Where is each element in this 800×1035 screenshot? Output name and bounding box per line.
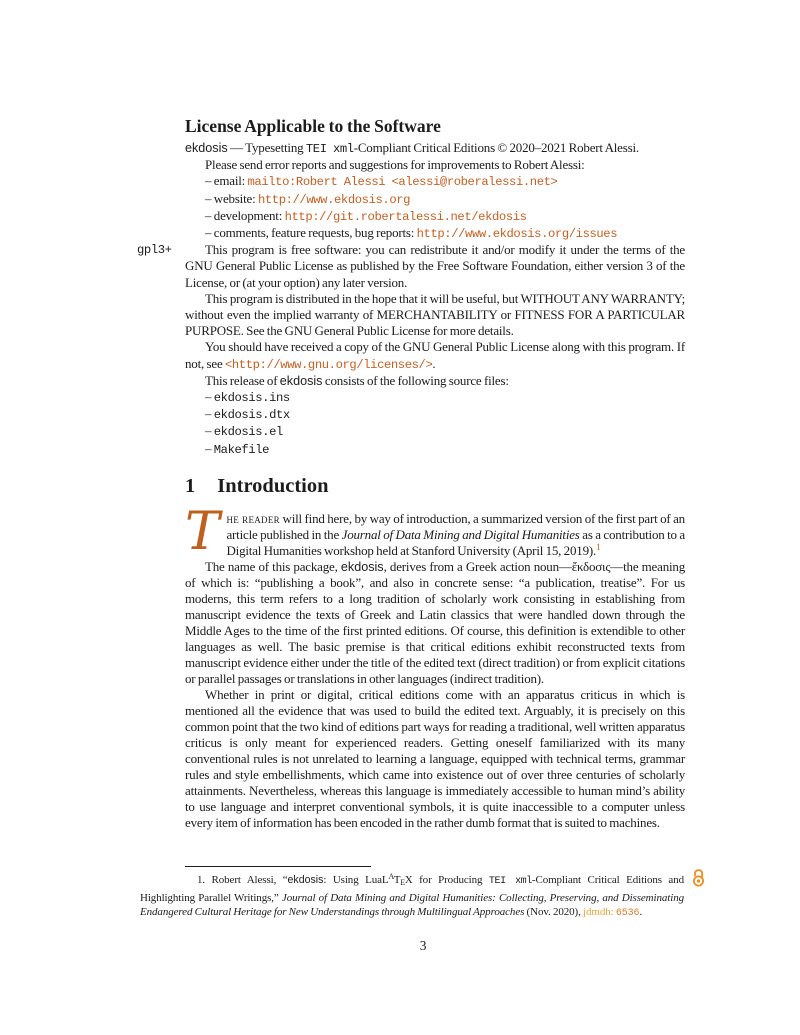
open-access-icon[interactable] [692, 868, 705, 888]
introduction-body [185, 501, 686, 831]
list-item-bug-reports: – comments, feature requests, bug reports: http://www.ekdosis.org/issues [205, 225, 618, 242]
footnote-rule [185, 866, 371, 867]
margin-note-gpl3: gpl3+ [137, 243, 172, 258]
file-item [205, 389, 685, 406]
footnote: 1. Robert Alessi, “ekdosis: Using LuaL$^A$TEX for Producing TEI xml-Compliant Critical Editions and Highlighting Parallel Writings,” Journal of Data Mining and Digital Humanities: Collecting, Preserving, and Disseminating Endangered Cultural Heritage for New Understandings through Multilingual Approaches (Nov. 2020), jdmdh: 6536. [140, 870, 684, 922]
issues-link[interactable]: http://www.ekdosis.org/issues [416, 227, 618, 242]
development-link[interactable]: http://git.robertalessi.net/ekdosis [284, 209, 527, 224]
email-link[interactable]: mailto:Robert Alessi <alessi@roberalessi.net> [247, 175, 558, 190]
dash-bullet: – [205, 406, 212, 422]
file-name: ekdosis.dtx [213, 408, 290, 423]
text-column [137, 116, 686, 831]
jdmdh-ref-label[interactable]: jdmdh: [583, 906, 614, 918]
license-heading: License Applicable to the Software [185, 116, 441, 136]
gpl-paragraph-wrap [137, 242, 685, 291]
intro-paragraph-2: The name of this package, ekdosis, derives from a Greek action noun—ἔκδοσις—the meaning of which is: “publishing a book”, and also in concrete sense: “a publication, treatise”. For us moderns, this term refers to a long tradition of scholarly work consisting in establishing from manuscript evidence the texts of Greek and Latin classics that were handled down through the Middle Ages to the time of the first printed editions. Of course, this definition is extendible to other languages as well. The basic premise is that critical editions exhibit reconstructed texts from manuscript evidence either under the title of the edited text (direct tradition) or from explicit citations or parallel passages or translations in other languages (indirect tradition). [185, 558, 686, 686]
package-name: ekdosis [340, 559, 384, 574]
file-item [205, 441, 685, 458]
gnu-licenses-link[interactable]: <http://www.gnu.org/licenses/> [224, 357, 433, 372]
smallcaps-lead: he reader [226, 510, 280, 526]
license-line2: Please send error reports and suggestions for improvements to Robert Alessi: [205, 157, 585, 173]
package-name: ekdosis [185, 141, 228, 155]
intro-paragraph-3: Whether in print or digital, critical editions come with an apparatus criticus in which is mentioned all the evidence that was used to build the edited text. Arguably, it is precisely on this common point that the two kind of editions part ways for reading a traditional, well written apparatus criticus is only meant for experienced readers. Getting oneself familiarized with its many conventional rules is not unrelated to learning a language, equipped with technical terms, grammar rules and style embellishments, which came into existence out of over three centuries of scholarly attainments. Nevertheless, whereas this language is immediately accessible to human mind’s ability to use language and interpret conventional symbols, it is quite inaccessible to a computer unless every item of information has been encoded in the rather dumb format that is suited to machines. [185, 686, 685, 830]
lualatex-logo: LuaL$^A$TEX [365, 872, 413, 887]
journal-title-full: Journal of Data Mining and Digital Humanities: Collecting, Preserving, and Disseminating Endangered Cultural Heritage for New Understandings through Multilingual Approaches [140, 891, 684, 918]
dash-bullet: – [205, 207, 212, 223]
package-name: ekdosis [279, 373, 323, 388]
jdmdh-ref-id[interactable]: 6536 [615, 908, 640, 919]
file-name: ekdosis.el [213, 425, 283, 440]
journal-title: Journal of Data Mining and Digital Humanities [341, 526, 580, 542]
list-item-development: – development: http://git.robertalessi.net/ekdosis [205, 207, 527, 224]
contact-link-list [185, 173, 685, 242]
footnote-number: 1. [197, 874, 206, 886]
file-item [205, 423, 685, 440]
gpl-paragraph-2: This program is distributed in the hope that it will be useful, but WITHOUT ANY WARRANTY; without even the implied warranty of MERCHANTABILITY or FITNESS FOR A PARTICULAR PURPOSE. See the GNU General Public License for more details. [185, 290, 685, 339]
section-heading-introduction [185, 474, 685, 498]
release-line: This release of ekdosis consists of the following source files: [205, 372, 509, 388]
dash-bullet: – [205, 389, 212, 405]
source-file-list [185, 389, 685, 458]
dash-bullet: – [205, 173, 212, 189]
file-name: Makefile [213, 442, 270, 457]
list-item-email: – email: mailto:Robert Alessi <alessi@roberalessi.net> [205, 173, 558, 190]
website-link[interactable]: http://www.ekdosis.org [257, 192, 411, 207]
dash-bullet: – [205, 225, 212, 241]
intro-paragraph-1: The reader will find here, by way of introduction, a summarized version of the first part of an article published in the Journal of Data Mining and Digital Humanities as a contribution to a Digital Humanities workshop held at Stanford University (April 15, 2019).$^1$ [185, 501, 685, 562]
tei-xml-mono: TEI xml [488, 876, 532, 887]
section-number: 1 [185, 474, 196, 497]
license-line1: ekdosis — Typesetting TEI xml-Compliant Critical Editions © 2020–2021 Robert Alessi. [185, 140, 639, 156]
section-title: Introduction [217, 474, 329, 497]
dropcap-initial: T [185, 501, 220, 562]
footnote-mark[interactable]: 1 [596, 542, 601, 553]
package-name: ekdosis [287, 874, 324, 886]
gpl-paragraph-1: This program is free software: you can redistribute it and/or modify it under the terms of the GNU General Public License as published by the Free Software Foundation, either version 3 of the License, or (at your option) any later version. [185, 242, 685, 290]
dash-bullet: – [205, 440, 212, 456]
license-body [137, 140, 685, 458]
file-name: ekdosis.ins [213, 391, 290, 406]
gpl-paragraph-3: You should have received a copy of the GNU General Public License along with this program. If not, see <http://www.gnu.org/licenses/>. [185, 339, 685, 372]
page-number: 3 [419, 938, 427, 953]
list-item-website: – website: http://www.ekdosis.org [205, 190, 411, 207]
dash-bullet: – [205, 423, 212, 439]
tei-xml-mono: TEI xml [305, 142, 354, 156]
dash-bullet: – [205, 190, 212, 206]
file-item [205, 406, 685, 423]
